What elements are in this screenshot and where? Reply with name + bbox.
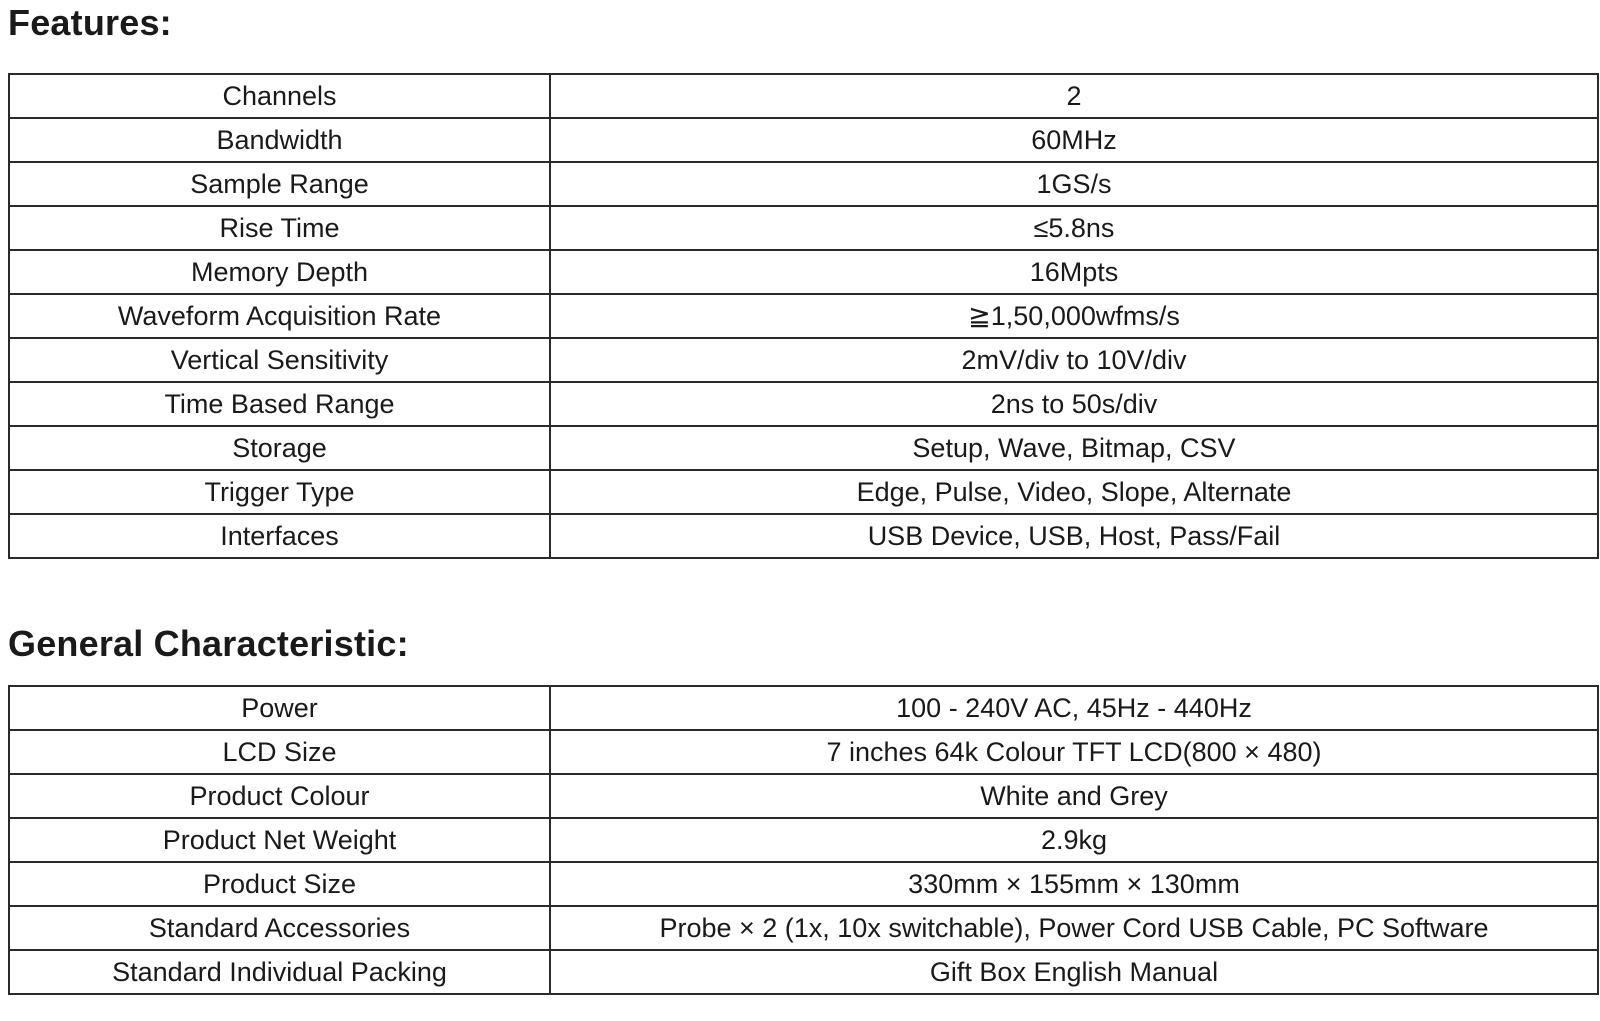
spec-value: White and Grey bbox=[550, 774, 1598, 818]
spec-label: Product Net Weight bbox=[9, 818, 550, 862]
table-row bbox=[9, 206, 1598, 250]
spec-value: 16Mpts bbox=[550, 250, 1598, 294]
spec-value: Probe × 2 (1x, 10x switchable), Power Cord USB Cable, PC Software bbox=[550, 906, 1598, 950]
spec-label: Power bbox=[9, 686, 550, 730]
features-table bbox=[8, 73, 1599, 559]
spec-value: USB Device, USB, Host, Pass/Fail bbox=[550, 514, 1598, 558]
table-row bbox=[9, 862, 1598, 906]
spec-value: 330mm × 155mm × 130mm bbox=[550, 862, 1598, 906]
spec-value: Setup, Wave, Bitmap, CSV bbox=[550, 426, 1598, 470]
spec-label: Trigger Type bbox=[9, 470, 550, 514]
spec-label: Time Based Range bbox=[9, 382, 550, 426]
spec-label: Memory Depth bbox=[9, 250, 550, 294]
table-row bbox=[9, 382, 1598, 426]
spec-label: Product Size bbox=[9, 862, 550, 906]
spec-label: Standard Accessories bbox=[9, 906, 550, 950]
table-row bbox=[9, 730, 1598, 774]
table-row bbox=[9, 774, 1598, 818]
spec-label: Standard Individual Packing bbox=[9, 950, 550, 994]
table-row bbox=[9, 906, 1598, 950]
spec-label: Product Colour bbox=[9, 774, 550, 818]
spec-label: Channels bbox=[9, 74, 550, 118]
table-row bbox=[9, 250, 1598, 294]
spec-value: 100 - 240V AC, 45Hz - 440Hz bbox=[550, 686, 1598, 730]
spec-value: 2ns to 50s/div bbox=[550, 382, 1598, 426]
spec-value: 1GS/s bbox=[550, 162, 1598, 206]
table-row bbox=[9, 426, 1598, 470]
table-row bbox=[9, 470, 1598, 514]
spec-label: Sample Range bbox=[9, 162, 550, 206]
spec-label: Interfaces bbox=[9, 514, 550, 558]
table-row bbox=[9, 294, 1598, 338]
table-row bbox=[9, 338, 1598, 382]
spec-value: Gift Box English Manual bbox=[550, 950, 1598, 994]
spec-value: ≧1,50,000wfms/s bbox=[550, 294, 1598, 338]
features-heading: Features: bbox=[8, 2, 172, 43]
table-row bbox=[9, 118, 1598, 162]
spec-value: 2mV/div to 10V/div bbox=[550, 338, 1598, 382]
table-row bbox=[9, 162, 1598, 206]
spec-value: 60MHz bbox=[550, 118, 1598, 162]
spec-label: Vertical Sensitivity bbox=[9, 338, 550, 382]
spec-value: 2 bbox=[550, 74, 1598, 118]
spec-value: 2.9kg bbox=[550, 818, 1598, 862]
spec-value: ≤5.8ns bbox=[550, 206, 1598, 250]
spec-label: Storage bbox=[9, 426, 550, 470]
table-row bbox=[9, 686, 1598, 730]
table-row bbox=[9, 818, 1598, 862]
general-characteristic-table bbox=[8, 685, 1599, 995]
spec-value: Edge, Pulse, Video, Slope, Alternate bbox=[550, 470, 1598, 514]
table-row bbox=[9, 950, 1598, 994]
general-characteristic-heading: General Characteristic: bbox=[8, 623, 409, 664]
spec-label: Waveform Acquisition Rate bbox=[9, 294, 550, 338]
spec-label: Bandwidth bbox=[9, 118, 550, 162]
spec-label: LCD Size bbox=[9, 730, 550, 774]
spec-label: Rise Time bbox=[9, 206, 550, 250]
table-row bbox=[9, 514, 1598, 558]
table-row bbox=[9, 74, 1598, 118]
spec-value: 7 inches 64k Colour TFT LCD(800 × 480) bbox=[550, 730, 1598, 774]
